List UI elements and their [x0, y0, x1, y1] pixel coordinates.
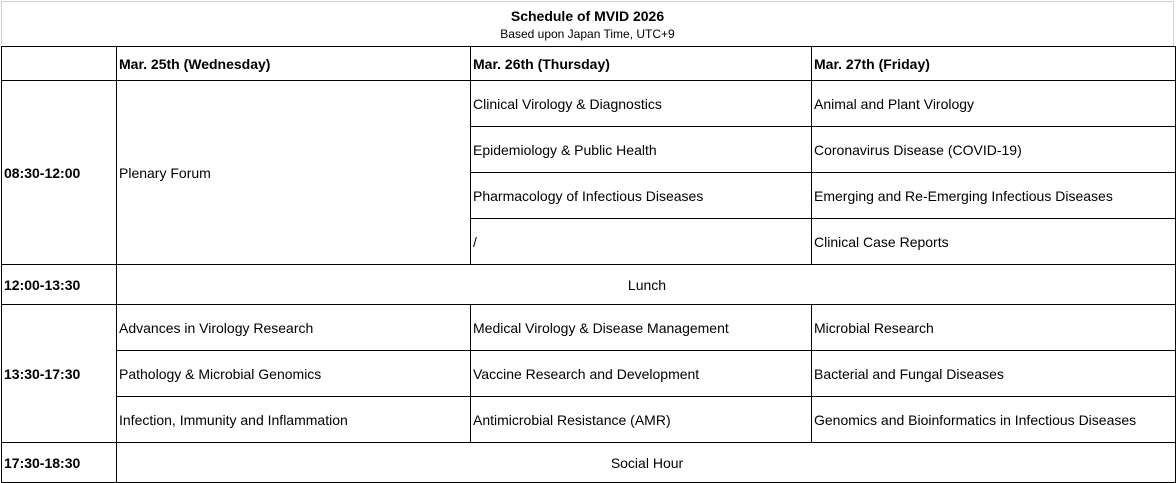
table-row: [2, 305, 1176, 351]
column-header-day3: Mar. 27th (Friday): [812, 47, 1176, 81]
column-header-row: [2, 47, 1176, 81]
time-slot-social: 17:30-18:30: [2, 443, 117, 483]
lunch-row: [2, 265, 1176, 305]
session-cell: Emerging and Re-Emerging Infectious Diseases: [812, 173, 1176, 219]
column-header-day2: Mar. 26th (Thursday): [471, 47, 812, 81]
session-cell: Clinical Virology & Diagnostics: [471, 81, 812, 127]
schedule-title: Schedule of MVID 2026: [510, 8, 665, 24]
session-cell: Bacterial and Fungal Diseases: [812, 351, 1176, 397]
lunch-cell: Lunch: [117, 265, 1176, 305]
session-cell: Coronavirus Disease (COVID-19): [812, 127, 1176, 173]
time-slot-afternoon: 13:30-17:30: [2, 305, 117, 443]
session-cell: Pathology & Microbial Genomics: [117, 351, 471, 397]
session-cell: Advances in Virology Research: [117, 305, 471, 351]
time-slot-morning: 08:30-12:00: [2, 81, 117, 265]
session-cell: Clinical Case Reports: [812, 219, 1176, 265]
session-cell: Epidemiology & Public Health: [471, 127, 812, 173]
session-cell: Medical Virology & Disease Management: [471, 305, 812, 351]
session-cell: Pharmacology of Infectious Diseases: [471, 173, 812, 219]
time-slot-lunch: 12:00-13:30: [2, 265, 117, 305]
session-cell: Antimicrobial Resistance (AMR): [471, 397, 812, 443]
session-cell: Microbial Research: [812, 305, 1176, 351]
social-row: [2, 443, 1176, 483]
schedule-table: [1, 46, 1176, 483]
table-row: [2, 397, 1176, 443]
session-cell: Vaccine Research and Development: [471, 351, 812, 397]
table-row: [2, 81, 1176, 127]
session-cell: Infection, Immunity and Inflammation: [117, 397, 471, 443]
column-header-day1: Mar. 25th (Wednesday): [117, 47, 471, 81]
social-hour-cell: Social Hour: [117, 443, 1176, 483]
table-row: [2, 351, 1176, 397]
session-cell: Plenary Forum: [117, 81, 471, 265]
schedule-subtitle: Based upon Japan Time, UTC+9: [500, 27, 675, 41]
session-cell: Genomics and Bioinformatics in Infectious Diseases: [812, 397, 1176, 443]
schedule-header: [1, 1, 1174, 45]
corner-cell: [2, 47, 117, 81]
session-cell: Animal and Plant Virology: [812, 81, 1176, 127]
session-cell: /: [471, 219, 812, 265]
